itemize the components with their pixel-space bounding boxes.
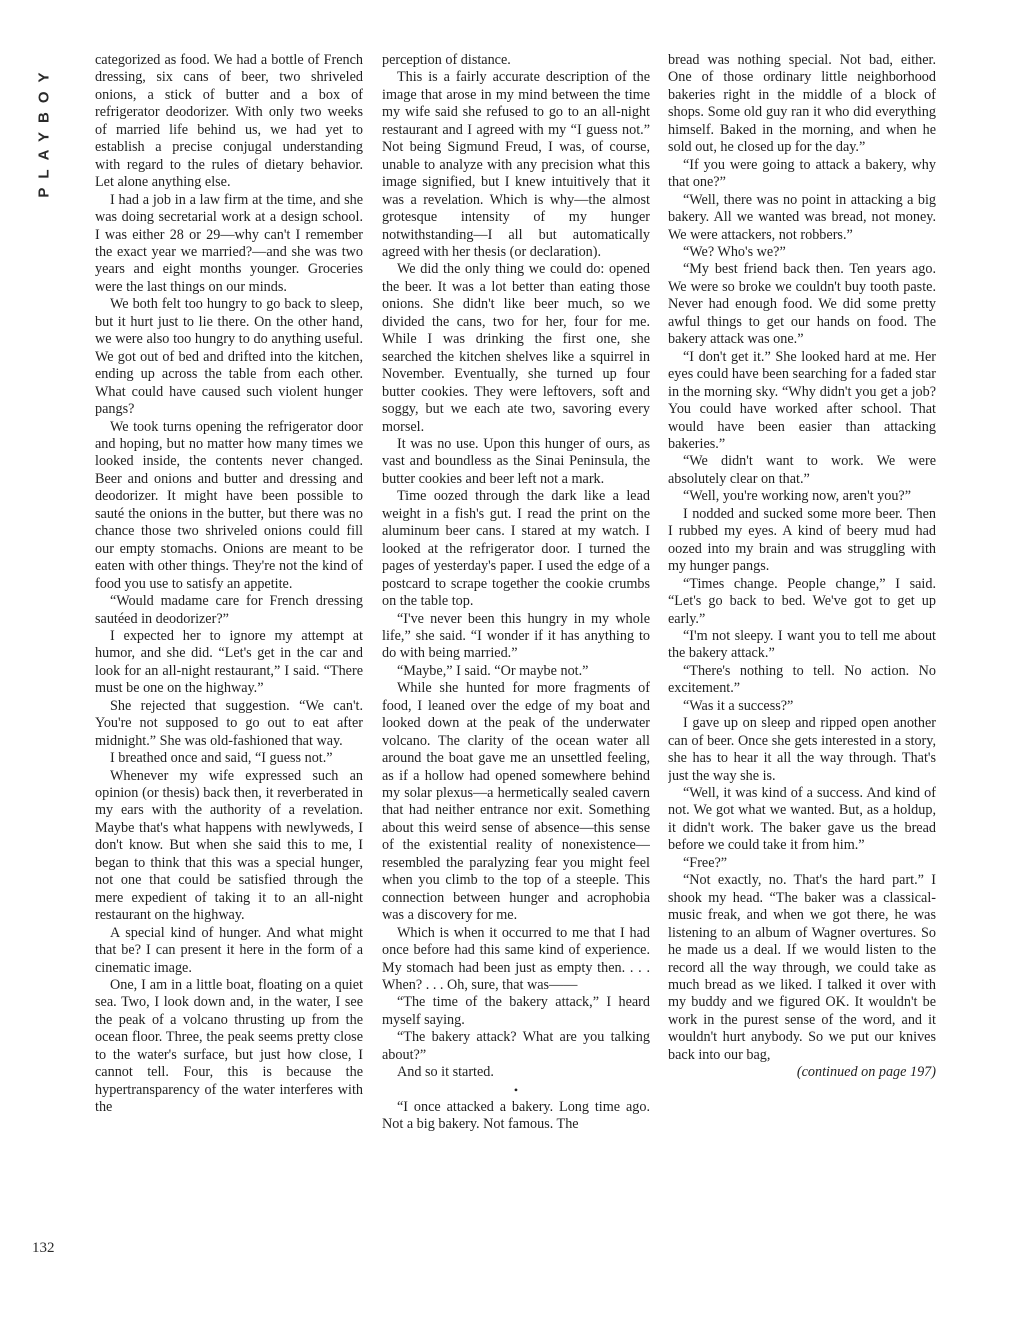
paragraph: “We? Who's we?”: [683, 243, 786, 260]
paragraph: bread was nothing special. Not bad, either. One of those ordinary little neighborhood bakeries right in the middle of a block of shops. Some old guy ran it who did everything himself. Baked in the morning, and when he sold out, he closed up for the day.”: [668, 52, 936, 156]
paragraph: “I'm not sleepy. I want you to tell me about the bakery attack.”: [668, 627, 936, 662]
paragraph: “My best friend back then. Ten years ago. We were so broke we couldn't buy tooth paste. Never had enough food. We did some pretty awful things to get our hands on food. The bakery attack was one.”: [668, 261, 936, 348]
paragraph: “The time of the bakery attack,” I heard myself saying.: [382, 994, 650, 1028]
masthead: [20, 40, 68, 220]
paragraph: We did the only thing we could do: opened the beer. It was a lot better than eating those onions. She didn't like beer much, so we divided the cans, two for her, four for me. While I was drinking the first one, she searched the kitchen shelves like a squirrel in November. Eventually, she turned up four butter cookies. They were leftovers, soft and soggy, but we each ate two, savoring every morsel.: [382, 261, 650, 435]
paragraph: “I've never been this hungry in my whole life,” she said. “I wonder if it has anything to do with being married.”: [382, 610, 650, 662]
paragraph: “Maybe,” I said. “Or maybe not.”: [397, 662, 589, 679]
section-break-bullet: •: [513, 1082, 519, 1097]
paragraph: We both felt too hungry to go back to sleep, but it hurt just to lie there. On the other hand, we were also too hungry to do anything useful. We got out of bed and drifted into the kitchen, ending up across the table from each other. What could have caused such violent hunger pangs?: [95, 296, 363, 418]
text-column-2: [382, 52, 650, 1282]
paragraph: “Times change. People change,” I said. “Let's go back to bed. We've got to get up early.”: [668, 575, 936, 627]
paragraph: I gave up on sleep and ripped open another can of beer. Once she gets interested in a story, she has to hear it all the way through. That's just the way she is.: [668, 715, 936, 784]
paragraph: While she hunted for more fragments of food, I leaned over the edge of my boat and looked down at the peak of the underwater volcano. The clarity of the ocean water all around the boat gave me an unsettled feeling, as if a hollow had opened somewhere behind my solar plexus—a hermetically sealed cavern that had neither entrance nor exit. Something about this weird sense of absence—this sense of the existential reality of nonexistence—resembled the paralyzing fear you might feel when you climb to the top of a steeple. This connection between hunger and acrophobia was a discovery for me.: [382, 680, 650, 924]
paragraph: She rejected that suggestion. “We can't. You're not supposed to go out to eat after midnight.” She was old-fashioned that way.: [95, 697, 363, 749]
paragraph: This is a fairly accurate description of the image that arose in my mind between the time my wife said she refused to go to an all-night restaurant and I agreed with my “I guess not.” Not being Sigmund Freud, I was, of course, unable to analyze with any precision what this image signified, but I knew intuitively that it was a revelation. Which is why—the almost grotesque intensity of my hunger notwithstanding—I all but automatically agreed with her thesis (or declaration).: [382, 69, 650, 260]
paragraph: One, I am in a little boat, floating on a quiet sea. Two, I look down and, in the water, I see the peak of a volcano thrusting up from the ocean floor. Three, the peak seems pretty close to the water's surface, but just how close, I cannot tell. Four, this is because the hypertransparency of the water interferes with the: [95, 977, 363, 1116]
paragraph: We took turns opening the refrigerator door and hoping, but no matter how many times we looked inside, the contents never changed. Beer and onions and butter and dressing and deodorizer. It might have been possible to sauté the onions in the butter, but there was no chance those two shriveled onions could fill our empty stomachs. Onions are meant to be eaten with other things. They're not the kind of food you use to satisfy an appetite.: [95, 418, 363, 592]
paragraph: Which is when it occurred to me that I had once before had this same kind of experience. My stomach had been just as empty then. . . . When? . . . Oh, sure, that was——: [382, 924, 650, 994]
paragraph: “Free?”: [683, 854, 728, 871]
paragraph: I expected her to ignore my attempt at humor, and she did. “Let's get in the car and look for an all-night restaurant,” I said. “There must be one on the highway.”: [95, 627, 363, 697]
continued-note: (continued on page 197): [796, 1064, 936, 1081]
paragraph: “Was it a success?”: [683, 697, 794, 714]
paragraph: And so it started.: [397, 1064, 494, 1081]
paragraph: “Well, it was kind of a success. And kind of not. We got what we wanted. But, as a holdup, it didn't work. The baker gave us the bread before we could take it from him.”: [668, 785, 936, 854]
paragraph: Time oozed through the dark like a lead weight in a fish's gut. I read the print on the aluminum beer cans. I stared at my watch. I looked at the refrigerator door. I turned the pages of yesterday's paper. I used the edge of a postcard to scrape together the cookie crumbs on the table top.: [382, 488, 650, 610]
paragraph: perception of distance.: [382, 52, 511, 68]
paragraph: I nodded and sucked some more beer. Then I rubbed my eyes. A kind of beery mud had oozed into my brain and was struggling with my hunger pangs.: [668, 505, 936, 575]
paragraph: A special kind of hunger. And what might that be? I can present it here in the form of a cinematic image.: [95, 924, 363, 976]
paragraph: “Well, you're working now, aren't you?”: [683, 488, 912, 505]
paragraph: Whenever my wife expressed such an opinion (or thesis) back then, it reverberated in my ears with the authority of a revelation. Maybe that's what happens with newlyweds, I don't know. But when she said this to me, I began to think that this was a special hunger, not one that could be satisfied through the mere expedient of taking it to an all-night restaurant on the highway.: [95, 767, 363, 924]
text-column-1: [95, 52, 363, 1282]
text-column-3: [668, 52, 936, 1282]
paragraph: “I once attacked a bakery. Long time ago. Not a big bakery. Not famous. The: [382, 1098, 650, 1133]
paragraph: “There's nothing to tell. No action. No excitement.”: [668, 662, 936, 697]
paragraph: I breathed once and said, “I guess not.”: [110, 750, 333, 767]
paragraph: “Well, there was no point in attacking a big bakery. All we wanted was bread, not money. We were attackers, not robbers.”: [668, 191, 936, 243]
page-number: 132: [32, 1240, 55, 1256]
masthead-text: PLAYBOY: [35, 62, 53, 198]
paragraph: “The bakery attack? What are you talking about?”: [382, 1029, 650, 1063]
paragraph: “Not exactly, no. That's the hard part.” I shook my head. “The baker was a classical-music freak, and when we got there, he was listening to an album of Wagner overtures. So he made us a deal. If we would listen to the record all the way through, we could take as much bread as we liked. I talked it over with my buddy and we figured OK. It wouldn't be work in the purest sense of the word, and it wouldn't hurt anybody. So we put our knives back into our bag,: [668, 872, 936, 1063]
paragraph: “I don't get it.” She looked hard at me. Her eyes could have been searching for a faded star in the morning sky. “Why didn't you get a job? You could have worked after school. That would have been easier than attacking bakeries.”: [668, 348, 936, 452]
paragraph: I had a job in a law firm at the time, and she was doing secretarial work at a design school. I was either 28 or 29—why can't I remember the exact year we married?—and she was two years and eight months younger. Groceries were the last things on our minds.: [95, 191, 363, 295]
paragraph: “Would madame care for French dressing sautéed in deodorizer?”: [95, 593, 363, 627]
paragraph: “If you were going to attack a bakery, why that one?”: [668, 156, 936, 191]
paragraph: It was no use. Upon this hunger of ours, as vast and boundless as the Sinai Peninsula, the butter cookies and beer left not a mark.: [382, 435, 650, 487]
paragraph: categorized as food. We had a bottle of French dressing, six cans of beer, two shriveled onions, a stick of butter and a box of refrigerator deodorizer. With only two weeks of married life behind us, we had yet to establish a precise conjugal understanding with regard to the rules of dietary behavior. Let alone anything else.: [95, 52, 363, 191]
paragraph: “We didn't want to work. We were absolutely clear on that.”: [668, 453, 936, 487]
